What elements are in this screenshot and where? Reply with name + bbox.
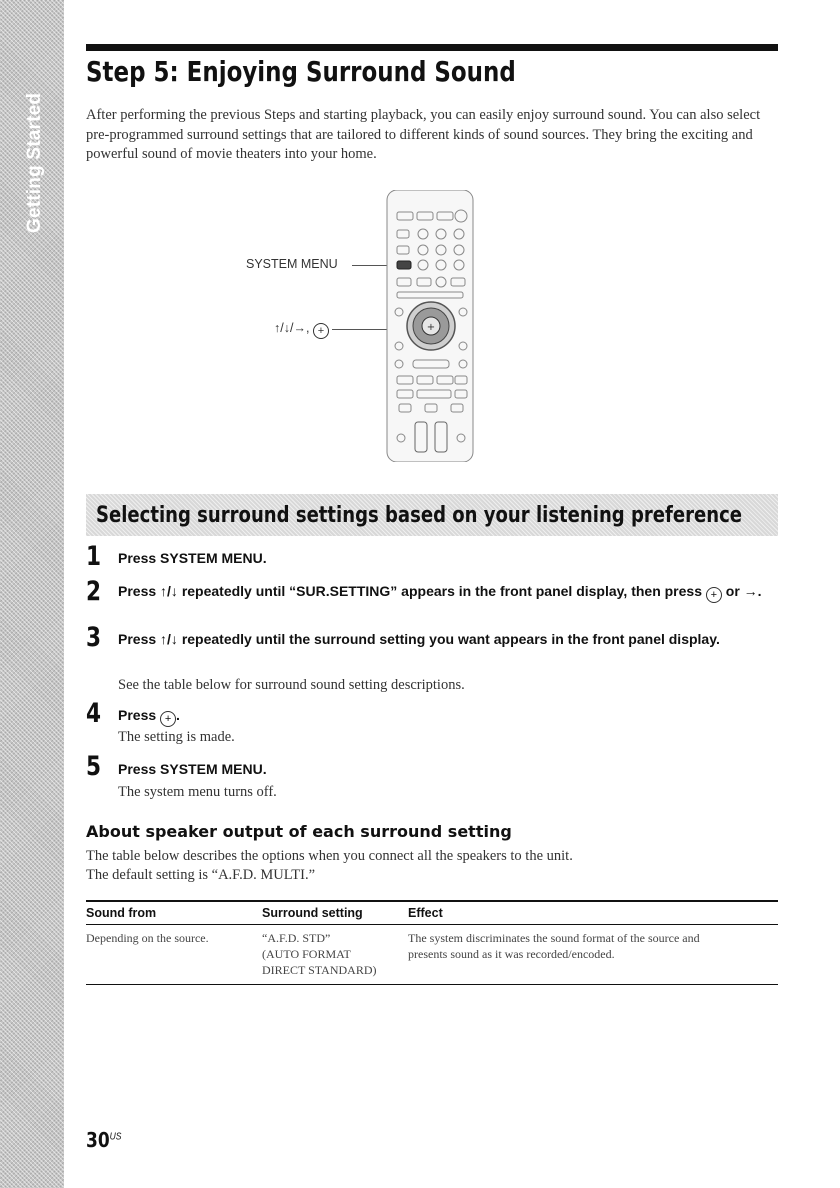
step-text-part: Press ↑/↓ repeatedly until “SUR.SETTING” appears in the front panel display, then press: [118, 583, 702, 599]
table-cell-effect: The system discriminates the sound format of the source and: [408, 931, 700, 945]
table-cell-sound-from: Depending on the source.: [86, 931, 209, 945]
step-text: [118, 706, 768, 727]
step-text-part: Press: [118, 707, 157, 723]
about-line-2: The default setting is “A.F.D. MULTI.”: [86, 867, 316, 883]
system-menu-button: [397, 261, 411, 269]
table-cell-effect: presents sound as it was recorded/encoded.: [408, 947, 615, 961]
remote-control-illustration: [385, 190, 475, 462]
table-top-rule: [86, 900, 778, 902]
svg-text:+: +: [426, 322, 436, 333]
step-text: Press ↑/↓ repeatedly until the surround setting you want appears in the front panel display.: [118, 631, 720, 647]
side-tab-label: Getting Started: [24, 92, 45, 234]
table-header-rule: [86, 924, 778, 925]
enter-circle-icon: +: [160, 711, 176, 727]
step-number: 5: [86, 751, 102, 782]
table-header-sound-from: Sound from: [86, 906, 157, 920]
table-header-surround-setting: Surround setting: [262, 906, 363, 920]
step-text: [118, 582, 768, 603]
table-header-effect: Effect: [408, 906, 443, 920]
table-cell-setting: “A.F.D. STD”: [262, 931, 331, 945]
step-number: 4: [86, 698, 102, 729]
page-number-value: 30: [86, 1128, 110, 1152]
step-note: The system menu turns off.: [118, 784, 277, 800]
section-title: Selecting surround settings based on your listening preference: [96, 503, 743, 528]
intro-paragraph: After performing the previous Steps and starting playback, you can easily enjoy surround sound. You can also select pre-programmed surround settings that are tailored to different kinds of sound sources. They bring the exciting and powerful sound of movie theaters into your home.: [86, 107, 761, 162]
callout-arrows: [274, 321, 329, 339]
top-rule: [86, 44, 778, 51]
table-bottom-rule: [86, 984, 778, 985]
step-note: See the table below for surround sound setting descriptions.: [118, 677, 465, 693]
callout-system-menu: SYSTEM MENU: [246, 257, 338, 271]
step-text-part: or →.: [725, 583, 762, 599]
enter-circle-icon: +: [313, 323, 329, 339]
side-tab: [0, 0, 64, 1188]
about-line-1: The table below describes the options when you connect all the speakers to the unit.: [86, 848, 573, 864]
table-cell-setting: (AUTO FORMAT: [262, 947, 351, 961]
subsection-heading: About speaker output of each surround setting: [86, 822, 512, 841]
enter-circle-icon: +: [706, 587, 722, 603]
step-number: 3: [86, 622, 102, 653]
step-text: Press SYSTEM MENU.: [118, 550, 267, 566]
page-title: Step 5: Enjoying Surround Sound: [86, 55, 516, 88]
step-note: The setting is made.: [118, 729, 235, 745]
callout-arrows-text: ↑/↓/→,: [274, 321, 310, 335]
step-text: Press SYSTEM MENU.: [118, 761, 267, 777]
step-text-part: .: [176, 707, 180, 723]
page-number-suffix: US: [109, 1131, 122, 1143]
step-number: 1: [86, 541, 102, 572]
page-number: [86, 1128, 121, 1152]
table-cell-setting: DIRECT STANDARD): [262, 963, 377, 977]
step-number: 2: [86, 576, 102, 607]
